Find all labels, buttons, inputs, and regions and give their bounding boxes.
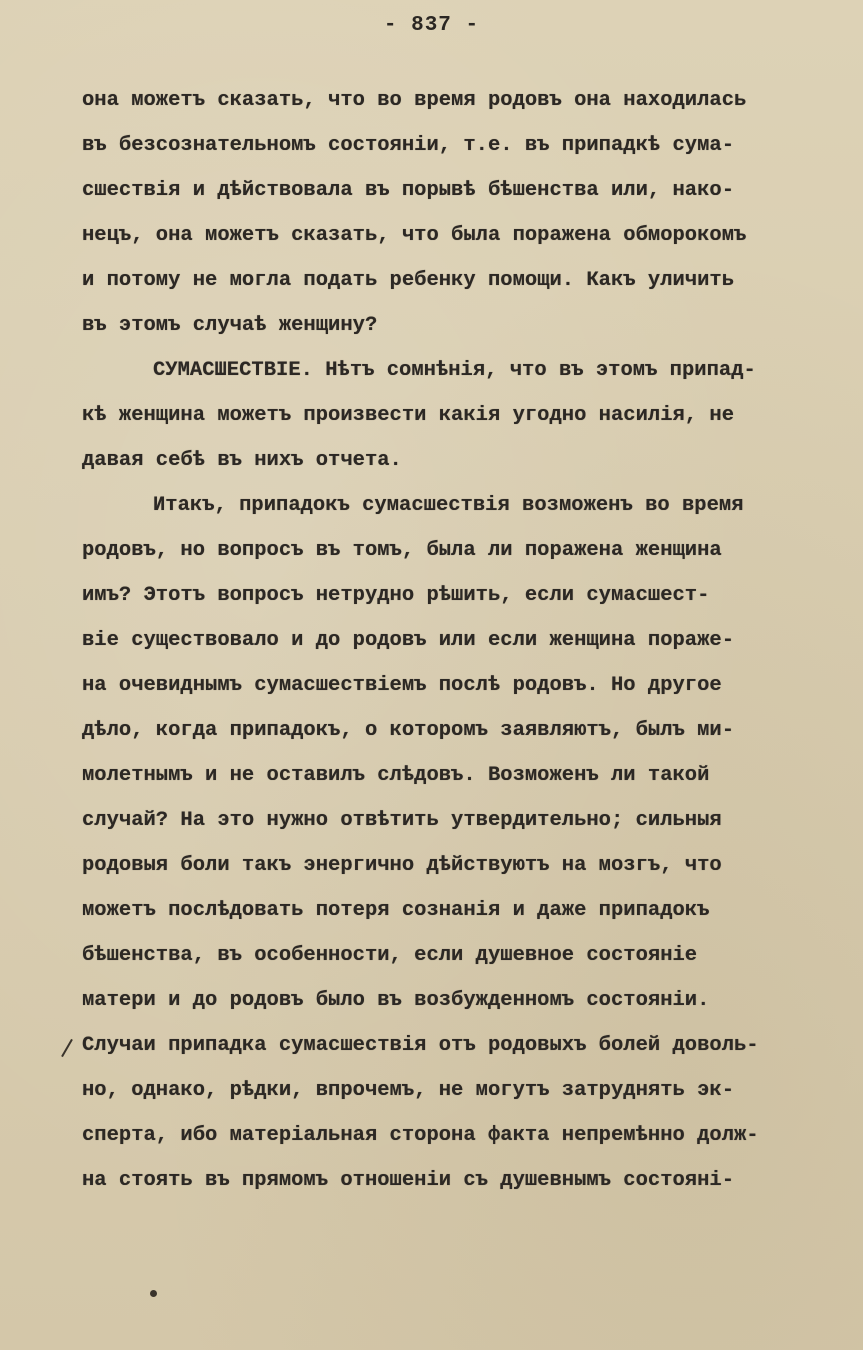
text-line: и потому не могла подать ребенку помощи. Какъ уличить: [82, 269, 735, 292]
text-line: имъ? Этотъ вопросъ нетрудно рѣшить, если сумасшест-: [82, 584, 710, 607]
text-line: можетъ послѣдовать потеря сознанiя и даже припадокъ: [82, 899, 710, 922]
text-line: въ этомъ случаѣ женщину?: [82, 314, 378, 337]
text-line: бѣшенства, въ особенности, если душевное состоянiе: [82, 944, 698, 967]
text-line: Случаи припадка сумасшествiя отъ родовыхъ болей доволь-: [82, 1034, 759, 1057]
section-heading-line: СУМАСШЕСТВIЕ. Нѣтъ сомнѣнiя, что въ этомъ припад-: [153, 359, 756, 382]
text-line: кѣ женщина можетъ произвести какiя угодно насилiя, не: [82, 404, 735, 427]
text-line: она можетъ сказать, что во время родовъ она находилась: [82, 89, 747, 112]
text-line: въ безсознательномъ состоянiи, т.е. въ припадкѣ сума-: [82, 134, 735, 157]
text-line: дѣло, когда припадокъ, о которомъ заявляютъ, былъ ми-: [82, 719, 735, 742]
page-number: - 837 -: [383, 14, 480, 37]
text-line: нецъ, она можетъ сказать, что была поражена обморокомъ: [82, 224, 747, 247]
text-line: родовъ, но вопросъ въ томъ, была ли поражена женщина: [82, 539, 722, 562]
text-line: на очевиднымъ сумасшествiемъ послѣ родовъ. Но другое: [82, 674, 722, 697]
paragraph-start-line: Итакъ, припадокъ сумасшествiя возможенъ во время: [153, 494, 744, 517]
margin-pencil-mark: [61, 1039, 73, 1057]
text-line: вiе существовало и до родовъ или если женщина пораже-: [82, 629, 735, 652]
text-line: родовыя боли такъ энергично дѣйствуютъ на мозгъ, что: [82, 854, 722, 877]
ink-spot: [150, 1290, 157, 1297]
text-line: сшествiя и дѣйствовала въ порывѣ бѣшенства или, нако-: [82, 179, 735, 202]
text-line: на стоять въ прямомъ отношенiи съ душевнымъ состоянi-: [82, 1169, 735, 1192]
text-line: матери и до родовъ было въ возбужденномъ состоянiи.: [82, 989, 710, 1012]
text-line: но, однако, рѣдки, впрочемъ, не могутъ затруднять эк-: [82, 1079, 735, 1102]
text-line: молетнымъ и не оставилъ слѣдовъ. Возможенъ ли такой: [82, 764, 710, 787]
text-line: случай? На это нужно отвѣтить утвердительно; сильныя: [82, 809, 722, 832]
text-line: сперта, ибо матерiальная сторона факта непремѣнно долж-: [82, 1124, 759, 1147]
text-line: давая себѣ въ нихъ отчета.: [82, 449, 402, 472]
